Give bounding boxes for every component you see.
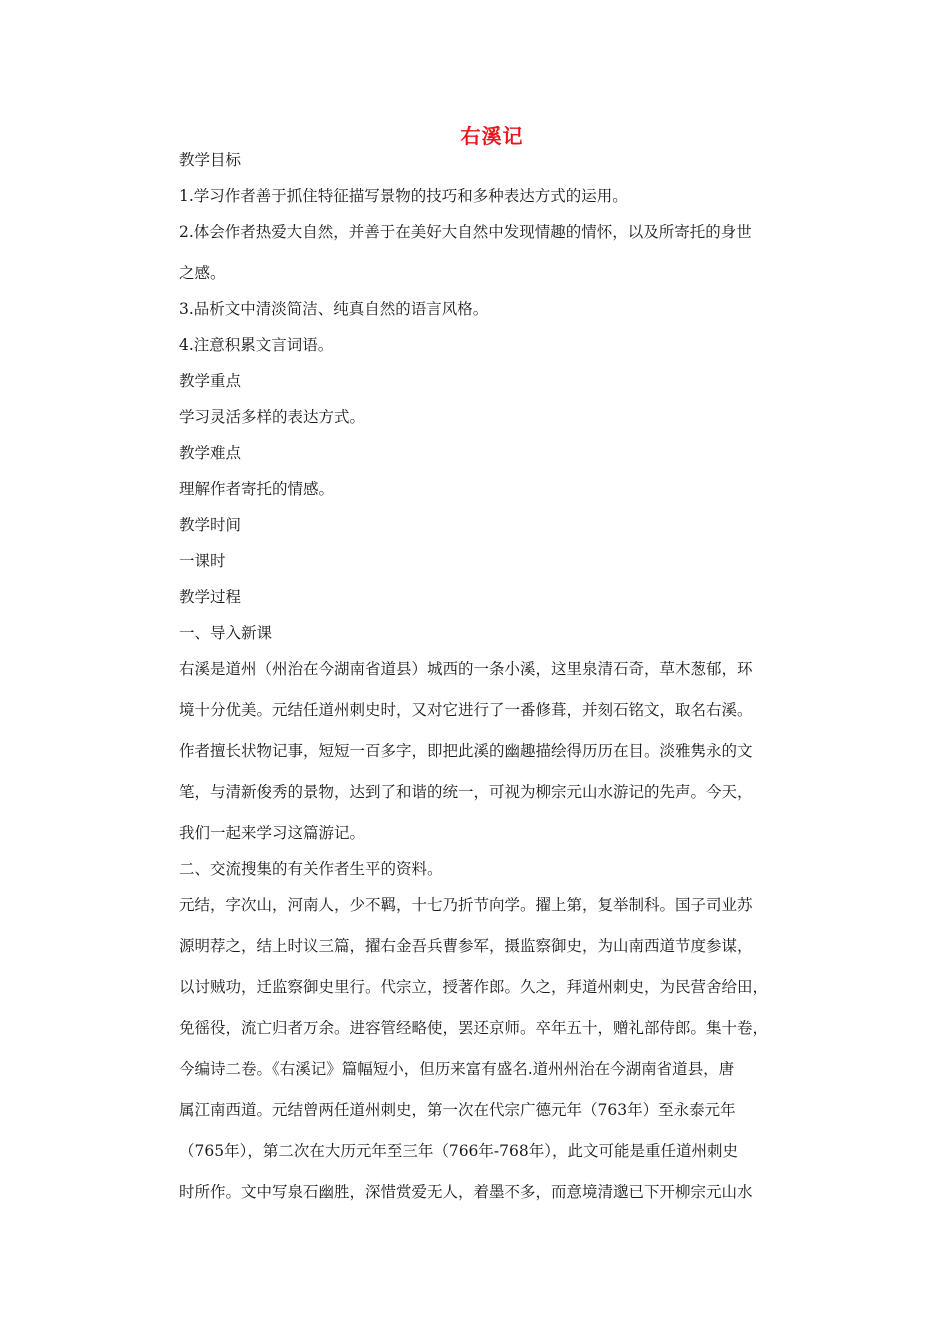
author-paragraph-line: 今编诗二卷。《右溪记》篇幅短小，但历来富有盛名.道州州治在今湖南省道县，唐 bbox=[179, 1060, 735, 1078]
intro-paragraph-line: 右溪是道州（州治在今湖南省道县）城西的一条小溪，这里泉清石奇，草木葱郁，环 bbox=[179, 660, 753, 678]
intro-paragraph-line: 境十分优美。元结任道州刺史时，又对它进行了一番修葺，并刻石铭文，取名右溪。 bbox=[179, 701, 753, 719]
section-heading-intro: 一、导入新课 bbox=[179, 624, 273, 642]
goal-item-2-continued: 之感。 bbox=[179, 264, 226, 282]
author-paragraph-line: 以讨贼功，迁监察御史里行。代宗立，授著作郎。久之，拜道州刺史，为民营舍给田， bbox=[179, 978, 769, 996]
author-paragraph-line: 元结，字次山，河南人，少不羁，十七乃折节向学。擢上第，复举制科。国子司业苏 bbox=[179, 896, 753, 914]
document-body bbox=[179, 150, 809, 1202]
author-paragraph-line: 免徭役，流亡归者万余。进容管经略使，罢还京师。卒年五十，赠礼部侍郎。集十卷， bbox=[179, 1019, 769, 1037]
difficulties-text: 理解作者寄托的情感。 bbox=[179, 480, 335, 498]
author-paragraph-line: （765年），第二次在大历元年至三年（766年-768年），此文可能是重任道州刺史 bbox=[179, 1142, 738, 1160]
goal-item-2: 2.体会作者热爱大自然，并善于在美好大自然中发现情趣的情怀，以及所寄托的身世 bbox=[179, 223, 752, 241]
intro-paragraph-line: 作者擅长状物记事，短短一百多字，即把此溪的幽趣描绘得历历在目。淡雅隽永的文 bbox=[179, 742, 753, 760]
heading-difficulties: 教学难点 bbox=[179, 444, 242, 462]
goal-item-1: 1.学习作者善于抓住特征描写景物的技巧和多种表达方式的运用。 bbox=[179, 187, 628, 205]
goal-item-3: 3.品析文中清淡简洁、纯真自然的语言风格。 bbox=[179, 300, 489, 318]
section-heading-author: 二、交流搜集的有关作者生平的资料。 bbox=[179, 860, 443, 878]
heading-key-points: 教学重点 bbox=[179, 372, 242, 390]
teaching-time-text: 一课时 bbox=[179, 552, 226, 570]
intro-paragraph-line: 笔，与清新俊秀的景物，达到了和谐的统一，可视为柳宗元山水游记的先声。今天， bbox=[179, 783, 753, 801]
key-points-text: 学习灵活多样的表达方式。 bbox=[179, 408, 366, 426]
intro-paragraph-line: 我们一起来学习这篇游记。 bbox=[179, 824, 366, 842]
heading-teaching-process: 教学过程 bbox=[179, 588, 242, 606]
author-paragraph-line: 时所作。文中写泉石幽胜，深惜赏爱无人，着墨不多，而意境清邈已下开柳宗元山水 bbox=[179, 1183, 753, 1201]
author-paragraph-line: 源明荐之，结上时议三篇，擢右金吾兵曹参军，摄监察御史，为山南西道节度参谋， bbox=[179, 937, 753, 955]
heading-teaching-goals: 教学目标 bbox=[179, 151, 242, 169]
document-title: 右溪记 bbox=[460, 124, 524, 148]
goal-item-4: 4.注意积累文言词语。 bbox=[179, 336, 334, 354]
author-paragraph-line: 属江南西道。元结曾两任道州刺史，第一次在代宗广德元年（763年）至永泰元年 bbox=[179, 1101, 736, 1119]
heading-teaching-time: 教学时间 bbox=[179, 516, 242, 534]
